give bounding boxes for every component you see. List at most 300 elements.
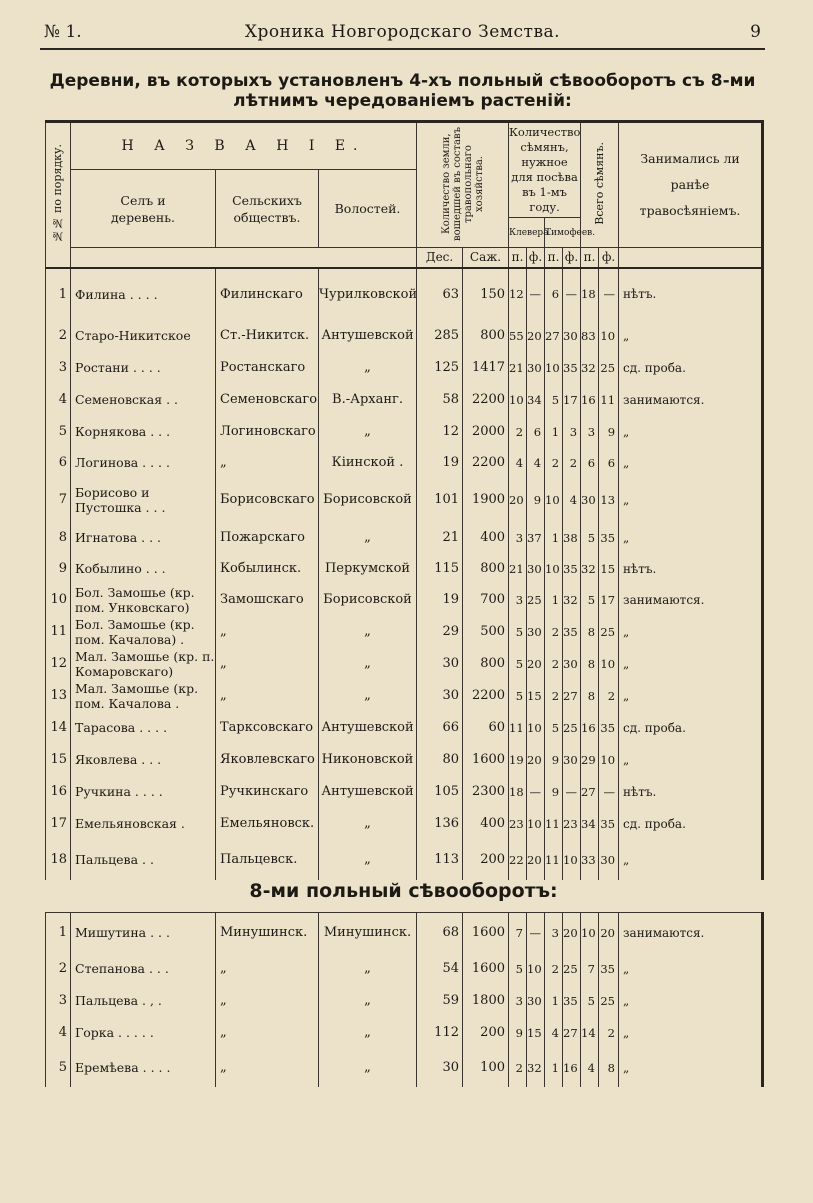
- cell-volost: „: [319, 1017, 417, 1049]
- cell-sazh: 200: [463, 840, 509, 880]
- cell-tp: 11: [545, 808, 563, 840]
- cell-sp: 27: [581, 776, 599, 808]
- cell-sazh: 2200: [463, 448, 509, 478]
- cell-des: 12: [417, 416, 463, 448]
- cell-society: Ручкинскаго: [216, 776, 319, 808]
- cell-cp: 10: [509, 384, 527, 416]
- cell-prev: „: [619, 680, 763, 712]
- cell-village: Корнякова . . .: [71, 416, 216, 448]
- cell-sazh: 60: [463, 712, 509, 744]
- cell-cp: 5: [509, 648, 527, 680]
- eight-table-body: [46, 913, 763, 1087]
- cell-tp: 1: [545, 985, 563, 1017]
- cell-sazh: 2300: [463, 776, 509, 808]
- crop-rotation-table: [45, 120, 764, 880]
- cell-society: „: [216, 1017, 319, 1049]
- cell-tf: 35: [563, 616, 581, 648]
- cell-volost: „: [319, 680, 417, 712]
- cell-sf: 35: [599, 953, 619, 985]
- cell-tp: 2: [545, 953, 563, 985]
- cell-volost: Кіинской .: [319, 448, 417, 478]
- cell-tf: 3: [563, 416, 581, 448]
- cell-des: 59: [417, 985, 463, 1017]
- cell-cf: —: [527, 913, 545, 953]
- cell-prev: „: [619, 522, 763, 554]
- cell-village: Мал. Замошье (кр. пом. Качалова .: [71, 680, 216, 712]
- cell-sf: —: [599, 268, 619, 320]
- table-body: [46, 268, 763, 880]
- cell-sf: 25: [599, 985, 619, 1017]
- col-previously-header: Занимались ли ранѣе травосѣяніемъ.: [619, 122, 763, 248]
- cell-tp: 9: [545, 744, 563, 776]
- cell-cp: 3: [509, 522, 527, 554]
- cell-cf: 10: [527, 712, 545, 744]
- cell-prev: „: [619, 744, 763, 776]
- cell-tf: 2: [563, 448, 581, 478]
- cell-tp: 10: [545, 478, 563, 522]
- cell-cf: 30: [527, 554, 545, 584]
- unit-f: ф.: [527, 248, 545, 268]
- cell-n: 3: [46, 985, 71, 1017]
- cell-prev: „: [619, 478, 763, 522]
- cell-tf: 16: [563, 1049, 581, 1087]
- table-row: [46, 712, 763, 744]
- cell-cp: 21: [509, 352, 527, 384]
- cell-volost: „: [319, 1049, 417, 1087]
- cell-des: 21: [417, 522, 463, 554]
- unit-p: п.: [545, 248, 563, 268]
- cell-volost: „: [319, 352, 417, 384]
- cell-sp: 18: [581, 268, 599, 320]
- cell-sazh: 150: [463, 268, 509, 320]
- cell-village: Емельяновская .: [71, 808, 216, 840]
- cell-sazh: 500: [463, 616, 509, 648]
- cell-volost: Антушевской: [319, 776, 417, 808]
- table-row: [46, 448, 763, 478]
- cell-sf: 9: [599, 416, 619, 448]
- cell-volost: Борисовской: [319, 478, 417, 522]
- cell-volost: „: [319, 648, 417, 680]
- table-row: [46, 913, 763, 953]
- cell-n: 2: [46, 320, 71, 352]
- cell-volost: Борисовской: [319, 584, 417, 616]
- cell-sp: 10: [581, 913, 599, 953]
- cell-volost: „: [319, 616, 417, 648]
- cell-n: 5: [46, 1049, 71, 1087]
- cell-tp: 10: [545, 352, 563, 384]
- cell-sazh: 800: [463, 320, 509, 352]
- table-row: [46, 1017, 763, 1049]
- cell-cp: 5: [509, 953, 527, 985]
- cell-n: 12: [46, 648, 71, 680]
- table-row: [46, 648, 763, 680]
- cell-sp: 6: [581, 448, 599, 478]
- cell-tf: 35: [563, 554, 581, 584]
- cell-n: 4: [46, 384, 71, 416]
- cell-n: 16: [46, 776, 71, 808]
- cell-sazh: 800: [463, 554, 509, 584]
- cell-cp: 23: [509, 808, 527, 840]
- cell-cf: 10: [527, 953, 545, 985]
- cell-n: 15: [46, 744, 71, 776]
- cell-society: „: [216, 448, 319, 478]
- cell-des: 68: [417, 913, 463, 953]
- cell-society: Яковлевскаго: [216, 744, 319, 776]
- cell-sp: 8: [581, 648, 599, 680]
- cell-cp: 22: [509, 840, 527, 880]
- cell-sazh: 700: [463, 584, 509, 616]
- cell-n: 14: [46, 712, 71, 744]
- cell-n: 8: [46, 522, 71, 554]
- cell-sazh: 1600: [463, 744, 509, 776]
- cell-sf: 13: [599, 478, 619, 522]
- cell-sp: 4: [581, 1049, 599, 1087]
- cell-society: Ростанскаго: [216, 352, 319, 384]
- cell-des: 105: [417, 776, 463, 808]
- cell-des: 30: [417, 680, 463, 712]
- cell-des: 113: [417, 840, 463, 880]
- cell-prev: „: [619, 320, 763, 352]
- cell-des: 54: [417, 953, 463, 985]
- cell-volost: „: [319, 985, 417, 1017]
- cell-cp: 11: [509, 712, 527, 744]
- cell-prev: „: [619, 1017, 763, 1049]
- cell-cp: 4: [509, 448, 527, 478]
- cell-sp: 3: [581, 416, 599, 448]
- header-rule: [40, 48, 765, 50]
- cell-tp: 1: [545, 1049, 563, 1087]
- cell-sf: 17: [599, 584, 619, 616]
- cell-society: Филинскаго: [216, 268, 319, 320]
- cell-tf: 10: [563, 840, 581, 880]
- table-row: [46, 522, 763, 554]
- cell-des: 112: [417, 1017, 463, 1049]
- cell-village: Борисово и Пустошка . . .: [71, 478, 216, 522]
- cell-cf: 20: [527, 744, 545, 776]
- cell-n: 1: [46, 268, 71, 320]
- col-societies-header: Сельскихъ обществъ.: [216, 170, 319, 248]
- cell-n: 11: [46, 616, 71, 648]
- cell-sazh: 400: [463, 522, 509, 554]
- cell-des: 125: [417, 352, 463, 384]
- cell-society: Логиновскаго: [216, 416, 319, 448]
- journal-title: Хроника Новгородскаго Земства.: [244, 22, 561, 42]
- cell-sazh: 2200: [463, 384, 509, 416]
- cell-volost: Минушинск.: [319, 913, 417, 953]
- cell-sf: 30: [599, 840, 619, 880]
- cell-tf: 27: [563, 680, 581, 712]
- cell-cf: 6: [527, 416, 545, 448]
- table-row: [46, 554, 763, 584]
- cell-n: 6: [46, 448, 71, 478]
- cell-sp: 34: [581, 808, 599, 840]
- table-row: [46, 985, 763, 1017]
- cell-tf: 30: [563, 744, 581, 776]
- cell-society: Пожарскаго: [216, 522, 319, 554]
- cell-tf: 20: [563, 913, 581, 953]
- cell-prev: сд. проба.: [619, 352, 763, 384]
- cell-cp: 5: [509, 680, 527, 712]
- cell-cf: 10: [527, 808, 545, 840]
- cell-cf: 15: [527, 680, 545, 712]
- cell-tp: 2: [545, 648, 563, 680]
- table-row: [46, 584, 763, 616]
- cell-volost: Антушевской: [319, 320, 417, 352]
- table-row: [46, 808, 763, 840]
- col-number-header: №№ по порядку.: [46, 122, 71, 268]
- issue-number: № 1.: [44, 22, 82, 42]
- cell-prev: сд. проба.: [619, 808, 763, 840]
- cell-village: Степанова . . .: [71, 953, 216, 985]
- cell-volost: „: [319, 522, 417, 554]
- cell-volost: „: [319, 953, 417, 985]
- table-row: [46, 776, 763, 808]
- cell-des: 80: [417, 744, 463, 776]
- cell-cp: 9: [509, 1017, 527, 1049]
- cell-n: 4: [46, 1017, 71, 1049]
- cell-des: 29: [417, 616, 463, 648]
- cell-tf: 30: [563, 320, 581, 352]
- cell-village: Ростани . . . .: [71, 352, 216, 384]
- cell-cf: 30: [527, 985, 545, 1017]
- cell-village: Ручкина . . . .: [71, 776, 216, 808]
- cell-cf: 9: [527, 478, 545, 522]
- cell-des: 19: [417, 584, 463, 616]
- cell-society: Борисовскаго: [216, 478, 319, 522]
- unit-f: ф.: [599, 248, 619, 268]
- cell-village: Игнатова . . .: [71, 522, 216, 554]
- cell-sf: 20: [599, 913, 619, 953]
- cell-society: Тарксовскаго: [216, 712, 319, 744]
- table-row: [46, 840, 763, 880]
- cell-society: „: [216, 953, 319, 985]
- cell-tf: 27: [563, 1017, 581, 1049]
- cell-sp: 5: [581, 522, 599, 554]
- cell-cf: 32: [527, 1049, 545, 1087]
- cell-des: 19: [417, 448, 463, 478]
- cell-cp: 20: [509, 478, 527, 522]
- col-timothy-header: Тимофеев.: [545, 218, 581, 248]
- cell-sf: 25: [599, 616, 619, 648]
- cell-cf: —: [527, 268, 545, 320]
- cell-tf: 38: [563, 522, 581, 554]
- cell-village: Пальцева . , .: [71, 985, 216, 1017]
- col-land-header: Количество земли, вошедшей въ составъ травопольнаго хозяйства.: [417, 122, 509, 248]
- cell-cf: —: [527, 776, 545, 808]
- eight-field-table: [45, 912, 764, 1087]
- cell-sazh: 2000: [463, 416, 509, 448]
- cell-prev: нѣтъ.: [619, 554, 763, 584]
- unit-des: Дес.: [417, 248, 463, 268]
- cell-prev: нѣтъ.: [619, 776, 763, 808]
- cell-tf: 17: [563, 384, 581, 416]
- cell-sp: 32: [581, 554, 599, 584]
- cell-tf: 25: [563, 953, 581, 985]
- cell-tf: —: [563, 776, 581, 808]
- cell-tp: 2: [545, 616, 563, 648]
- cell-n: 10: [46, 584, 71, 616]
- cell-prev: занимаются.: [619, 384, 763, 416]
- table-row: [46, 478, 763, 522]
- cell-cp: 2: [509, 416, 527, 448]
- cell-des: 285: [417, 320, 463, 352]
- cell-society: Минушинск.: [216, 913, 319, 953]
- unit-f: ф.: [563, 248, 581, 268]
- cell-society: Емельяновск.: [216, 808, 319, 840]
- cell-sazh: 400: [463, 808, 509, 840]
- cell-cf: 30: [527, 616, 545, 648]
- cell-sp: 7: [581, 953, 599, 985]
- col-clover-header: Клевера.: [509, 218, 545, 248]
- cell-sf: 15: [599, 554, 619, 584]
- cell-cp: 21: [509, 554, 527, 584]
- unit-sazh: Саж.: [463, 248, 509, 268]
- cell-tf: 35: [563, 985, 581, 1017]
- col-volosts-header: Волостей.: [319, 170, 417, 248]
- cell-society: „: [216, 616, 319, 648]
- cell-des: 66: [417, 712, 463, 744]
- cell-prev: сд. проба.: [619, 712, 763, 744]
- cell-sp: 30: [581, 478, 599, 522]
- table-row: [46, 616, 763, 648]
- cell-cf: 4: [527, 448, 545, 478]
- cell-cf: 30: [527, 352, 545, 384]
- cell-volost: Антушевской: [319, 712, 417, 744]
- cell-sf: 10: [599, 320, 619, 352]
- cell-tf: 25: [563, 712, 581, 744]
- cell-volost: Чурилковской: [319, 268, 417, 320]
- cell-prev: „: [619, 1049, 763, 1087]
- cell-n: 2: [46, 953, 71, 985]
- cell-volost: „: [319, 416, 417, 448]
- cell-sazh: 1800: [463, 985, 509, 1017]
- table-row: [46, 416, 763, 448]
- cell-sf: 10: [599, 648, 619, 680]
- cell-village: Семеновская . .: [71, 384, 216, 416]
- cell-sazh: 1600: [463, 953, 509, 985]
- cell-cf: 20: [527, 648, 545, 680]
- table-row: [46, 320, 763, 352]
- cell-sf: 11: [599, 384, 619, 416]
- cell-sf: 8: [599, 1049, 619, 1087]
- cell-sp: 8: [581, 616, 599, 648]
- cell-society: „: [216, 648, 319, 680]
- cell-cp: 2: [509, 1049, 527, 1087]
- cell-tp: 1: [545, 522, 563, 554]
- cell-tp: 11: [545, 840, 563, 880]
- cell-village: Пальцева . .: [71, 840, 216, 880]
- cell-village: Старо-Никитское: [71, 320, 216, 352]
- cell-n: 1: [46, 913, 71, 953]
- cell-prev: „: [619, 416, 763, 448]
- cell-cp: 3: [509, 584, 527, 616]
- cell-village: Еремѣева . . . .: [71, 1049, 216, 1087]
- cell-n: 18: [46, 840, 71, 880]
- cell-tp: 10: [545, 554, 563, 584]
- cell-sp: 33: [581, 840, 599, 880]
- cell-n: 17: [46, 808, 71, 840]
- cell-village: Мишутина . . .: [71, 913, 216, 953]
- cell-village: Филина . . . .: [71, 268, 216, 320]
- cell-sp: 83: [581, 320, 599, 352]
- cell-society: Семеновскаго: [216, 384, 319, 416]
- cell-prev: занимаются.: [619, 913, 763, 953]
- col-total-seeds-header: Всего сѣмянъ.: [581, 122, 619, 248]
- cell-cf: 37: [527, 522, 545, 554]
- cell-tp: 3: [545, 913, 563, 953]
- cell-n: 9: [46, 554, 71, 584]
- cell-des: 30: [417, 1049, 463, 1087]
- col-seeds-group-header: Количество сѣмянъ, нужное для посѣва въ 1-мъ году.: [509, 122, 581, 218]
- cell-cf: 20: [527, 840, 545, 880]
- cell-society: „: [216, 985, 319, 1017]
- cell-prev: „: [619, 840, 763, 880]
- cell-sazh: 1600: [463, 913, 509, 953]
- cell-des: 136: [417, 808, 463, 840]
- cell-society: „: [216, 1049, 319, 1087]
- cell-des: 115: [417, 554, 463, 584]
- cell-prev: „: [619, 616, 763, 648]
- cell-volost: Никоновской: [319, 744, 417, 776]
- cell-tp: 27: [545, 320, 563, 352]
- cell-cp: 3: [509, 985, 527, 1017]
- table-row: [46, 953, 763, 985]
- cell-sp: 16: [581, 712, 599, 744]
- units-spacer: [71, 248, 417, 268]
- cell-tf: 30: [563, 648, 581, 680]
- table-row: [46, 680, 763, 712]
- cell-sf: 35: [599, 522, 619, 554]
- cell-tp: 2: [545, 448, 563, 478]
- cell-sp: 14: [581, 1017, 599, 1049]
- cell-society: Ст.-Никитск.: [216, 320, 319, 352]
- unit-p: п.: [581, 248, 599, 268]
- cell-village: Логинова . . . .: [71, 448, 216, 478]
- cell-tp: 4: [545, 1017, 563, 1049]
- table-title: Деревни, въ которыхъ установленъ 4-хъ польный сѣвооборотъ съ 8-ми лѣтнимъ чередованіемъ растеній:: [49, 71, 756, 111]
- cell-des: 58: [417, 384, 463, 416]
- cell-tf: 32: [563, 584, 581, 616]
- cell-sp: 5: [581, 985, 599, 1017]
- col-villages-header: Селъ и деревень.: [71, 170, 216, 248]
- cell-village: Горка . . . . .: [71, 1017, 216, 1049]
- cell-sp: 32: [581, 352, 599, 384]
- cell-sf: 2: [599, 1017, 619, 1049]
- unit-p: п.: [509, 248, 527, 268]
- cell-sf: —: [599, 776, 619, 808]
- cell-prev: занимаются.: [619, 584, 763, 616]
- cell-tp: 2: [545, 680, 563, 712]
- cell-sazh: 800: [463, 648, 509, 680]
- cell-sf: 2: [599, 680, 619, 712]
- cell-prev: нѣтъ.: [619, 268, 763, 320]
- cell-sazh: 100: [463, 1049, 509, 1087]
- cell-prev: „: [619, 648, 763, 680]
- cell-cp: 18: [509, 776, 527, 808]
- cell-village: Тарасова . . . .: [71, 712, 216, 744]
- table-row: [46, 1049, 763, 1087]
- cell-des: 63: [417, 268, 463, 320]
- cell-sf: 6: [599, 448, 619, 478]
- cell-society: „: [216, 680, 319, 712]
- cell-tp: 5: [545, 384, 563, 416]
- cell-cf: 34: [527, 384, 545, 416]
- col-name-group-header: Н А З В А Н І Е.: [71, 122, 417, 170]
- table-row: [46, 744, 763, 776]
- cell-society: Замошскаго: [216, 584, 319, 616]
- cell-sp: 5: [581, 584, 599, 616]
- cell-cp: 7: [509, 913, 527, 953]
